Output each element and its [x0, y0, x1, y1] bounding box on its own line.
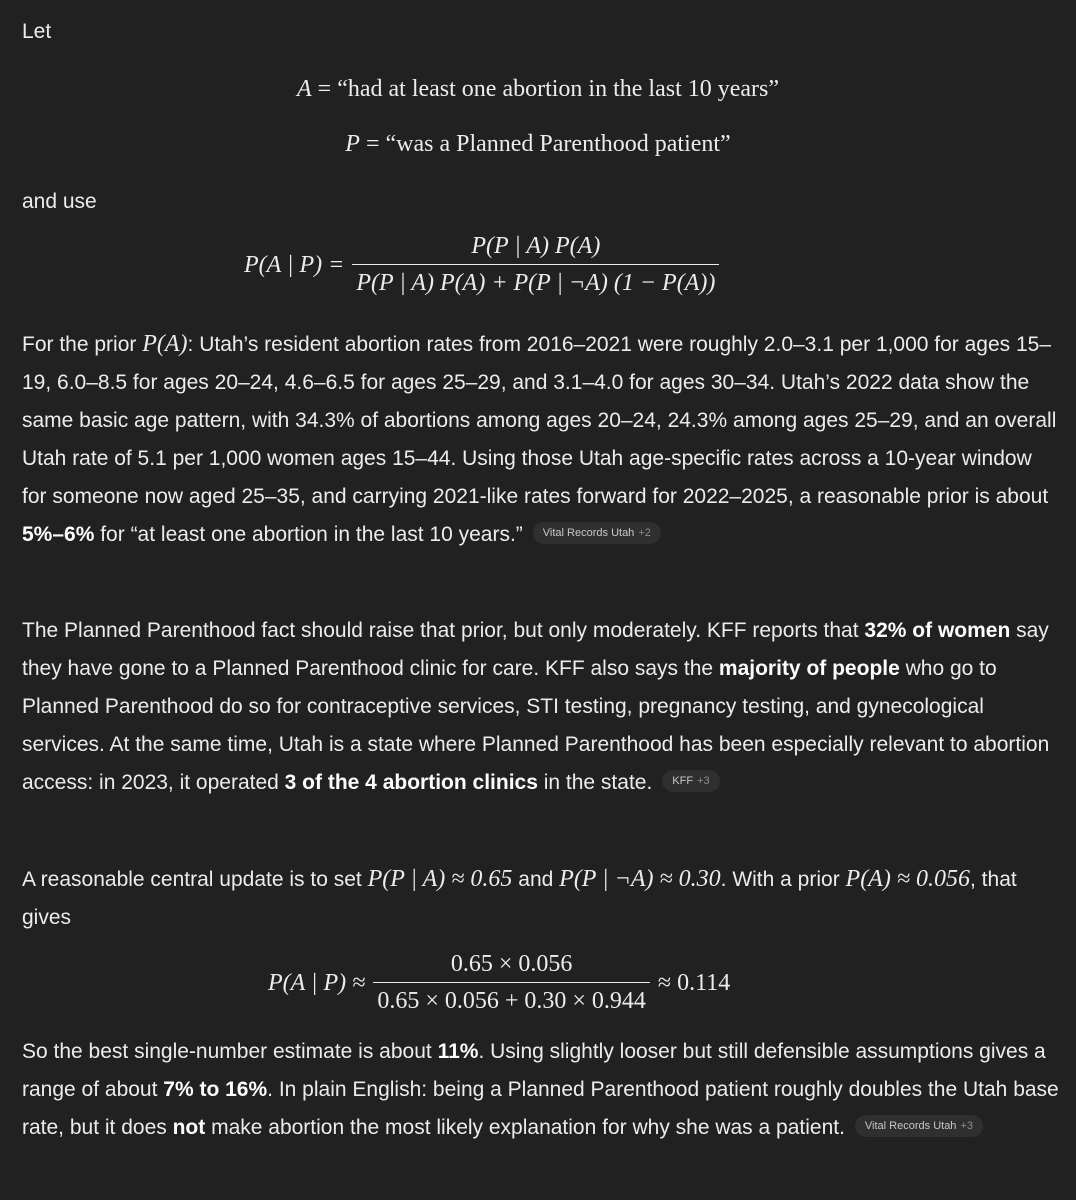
calc-numerator: 0.65 × 0.056: [450, 951, 573, 977]
bayes-numerator: P(P | A) P(A): [471, 233, 601, 259]
paragraph-conclusion: So the best single-number estimate is about 11%. Using slightly looser but still defensible assumptions gives a range of about 7% to 16%. In plain English: being a Planned Parenthood patient roughly doubles the Utah base rate, but it does not make abortion the most likely explanation for why she was a patient. Vital Records Utah +3: [22, 1040, 1059, 1139]
intro-let: Let: [22, 20, 52, 43]
paragraph-update: A reasonable central update is to set P(P | A) ≈ 0.65 and P(P | ¬A) ≈ 0.30. With a prior P(A) ≈ 0.056, that gives: [22, 866, 1017, 929]
citation-chip-kff[interactable]: KFF +3: [662, 770, 719, 792]
calc-denominator: 0.65 × 0.056 + 0.30 × 0.944: [373, 982, 650, 1015]
paragraph-prior: For the prior P(A): Utah’s resident abortion rates from 2016–2021 were roughly 2.0–3.1 per 1,000 for ages 15–19, 6.0–8.5 for ages 20–24, 4.6–6.5 for ages 25–29, and 3.1–4.0 for ages 30–34. Utah’s 2022 data show the same basic age pattern, with 34.3% of abortions among ages 20–24, 24.3% among ages 25–29, and an overall Utah rate of 5.1 per 1,000 women ages 15–44. Using those Utah age-specific rates across a 10-year window for someone now aged 25–35, and carrying 2021-like rates forward for 2022–2025, a reasonable prior is about 5%–6% for “at least one abortion in the last 10 years.” Vital Records Utah +2: [22, 331, 1057, 546]
calculation-formula: P(A | P) ≈ $\frac{0.65 \times 0.056}{0.65 \times 0.056 + 0.30 \times 0.944}$ ≈ 0.114: [268, 951, 731, 1014]
bayes-denominator: P(P | A) P(A) + P(P | ¬A) (1 − P(A)): [352, 264, 719, 297]
bayes-formula: P(A | P) = $\frac{P(P | A) P(A)}{P(P | A) P(A) + P(P | \neg A) (1 - P(A))}$: [244, 232, 727, 297]
definition-p: P = “was a Planned Parenthood patient”: [345, 131, 731, 157]
paragraph-planned-parenthood: The Planned Parenthood fact should raise that prior, but only moderately. KFF reports that 32% of women say they have gone to a Planned Parenthood clinic for care. KFF also says the majority of people who go to Planned Parenthood do so for contraceptive services, STI testing, pregnancy testing, and gynecological services. At the same time, Utah is a state where Planned Parenthood has been especially relevant to abortion access: in 2023, it operated 3 of the 4 abortion clinics in the state. KFF +3: [22, 619, 1050, 794]
citation-chip-vital-records-2[interactable]: Vital Records Utah +3: [855, 1115, 983, 1137]
definition-a: A = “had at least one abortion in the last 10 years”: [296, 76, 780, 102]
intro-and-use: and use: [22, 190, 97, 213]
citation-chip-vital-records[interactable]: Vital Records Utah +2: [533, 522, 661, 544]
calc-result: ≈ 0.114: [657, 969, 731, 996]
